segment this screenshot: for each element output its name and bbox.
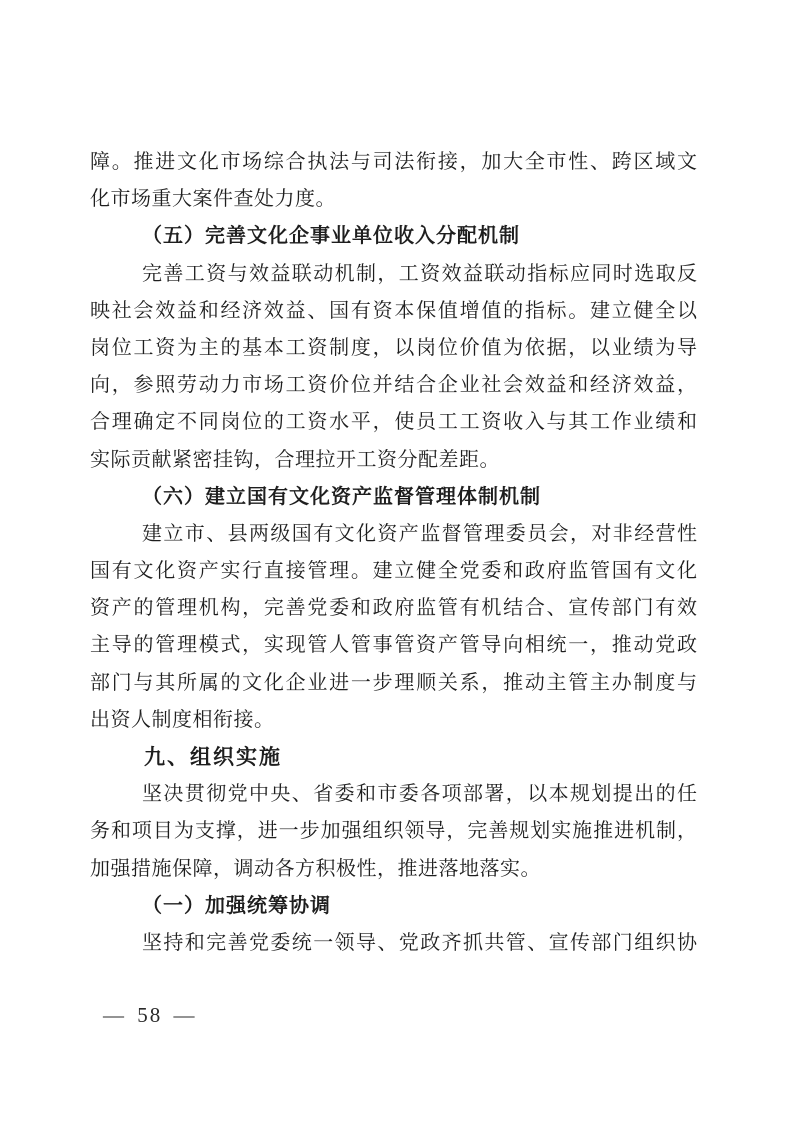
body-line: 向，参照劳动力市场工资价位并结合企业社会效益和经济效益，	[90, 374, 697, 397]
body-line: 化市场重大案件查处力度。	[90, 188, 336, 211]
heading-section-six: （六）建立国有文化资产监督管理体制机制	[142, 485, 541, 508]
body-line: 主导的管理模式，实现管人管事管资产管导向相统一，推动党政	[90, 634, 697, 657]
body-line: 出资人制度相衔接。	[90, 708, 275, 731]
body-line: 加强措施保障，调动各方积极性，推进落地落实。	[90, 857, 541, 880]
body-line: 资产的管理机构，完善党委和政府监管有机结合、宣传部门有效	[90, 597, 697, 620]
body-line: 国有文化资产实行直接管理。建立健全党委和政府监管国有文化	[90, 560, 697, 583]
page-number: — 58 —	[103, 1003, 197, 1027]
body-line: 坚持和完善党委统一领导、党政齐抓共管、宣传部门组织协	[142, 931, 697, 954]
body-line: 坚决贯彻党中央、省委和市委各项部署，以本规划提出的任	[142, 783, 697, 806]
body-line: 合理确定不同岗位的工资水平，使员工工资收入与其工作业绩和	[90, 411, 697, 434]
body-line: 务和项目为支撑，进一步加强组织领导，完善规划实施推进机制，	[90, 820, 697, 843]
heading-chapter-nine: 九、组织实施	[144, 746, 282, 769]
body-line: 映社会效益和经济效益、国有资本保值增值的指标。建立健全以	[90, 299, 697, 322]
body-line: 实际贡献紧密挂钩，合理拉开工资分配差距。	[90, 448, 500, 471]
body-line: 建立市、县两级国有文化资产监督管理委员会，对非经营性	[142, 522, 697, 545]
heading-section-five: （五）完善文化企事业单位收入分配机制	[142, 225, 520, 248]
body-line: 完善工资与效益联动机制，工资效益联动指标应同时选取反	[142, 262, 697, 285]
body-line: 岗位工资为主的基本工资制度，以岗位价值为依据，以业绩为导	[90, 336, 697, 359]
heading-section-one: （一）加强统筹协调	[142, 894, 331, 917]
document-body	[90, 144, 697, 962]
body-line: 障。推进文化市场综合执法与司法衔接，加大全市性、跨区域文	[90, 151, 697, 173]
body-line: 部门与其所属的文化企业进一步理顺关系，推动主管主办制度与	[90, 671, 697, 694]
